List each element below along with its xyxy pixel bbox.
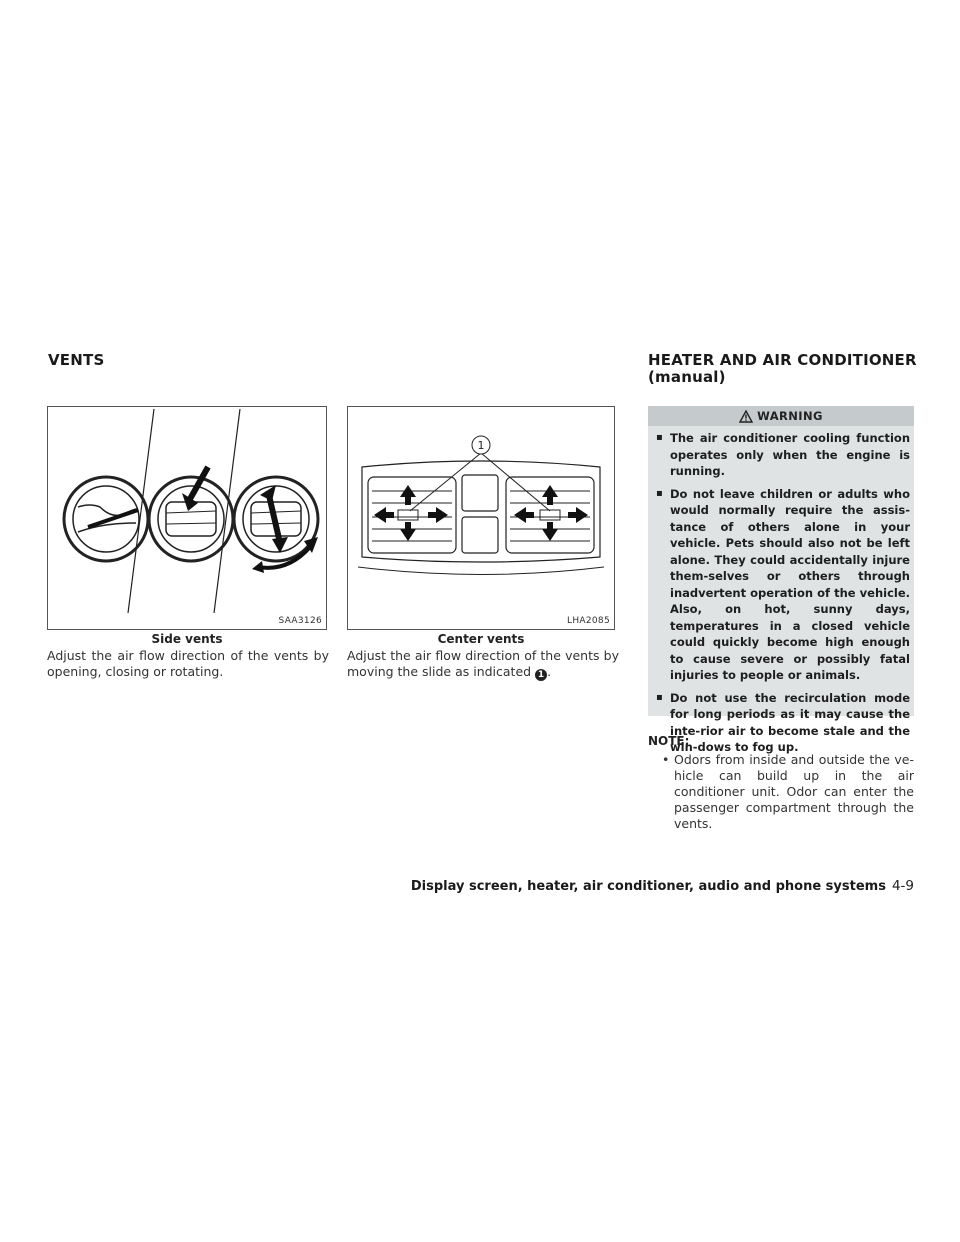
- warning-icon: [739, 410, 753, 423]
- callout-label: 1: [477, 439, 485, 452]
- chapter-title: Display screen, heater, air conditioner, audio and phone systems: [410, 879, 886, 894]
- warning-item: ▪ The air conditioner cooling function operates only when the engine is running.: [656, 430, 910, 480]
- note-title: NOTE:: [648, 734, 690, 748]
- hvac-section-title: [648, 352, 917, 386]
- side-vents-caption: Side vents: [151, 632, 223, 646]
- callout-1-marker: 1: [535, 669, 547, 681]
- warning-header: [648, 406, 914, 426]
- center-desc-text: Adjust the air flow direction of the vents by moving the slide as indicated: [347, 648, 619, 679]
- note-item: • Odors from inside and outside the ve-hicle can build up in the air conditioner unit. Odor can enter the passenger compartment through the vents.: [660, 752, 914, 832]
- center-vents-figure-code: LHA2085: [567, 616, 610, 626]
- warning-title: WARNING: [757, 409, 823, 423]
- center-desc-end: .: [547, 664, 552, 679]
- page-number: 4-9: [891, 878, 914, 894]
- vent-open-icon: [149, 467, 233, 561]
- center-vents-figure: [347, 406, 615, 630]
- vent-rotate-icon: [234, 477, 318, 573]
- note-list: [660, 752, 914, 832]
- vent-closed-icon: [64, 477, 148, 561]
- left-center-vent: [368, 477, 456, 553]
- warning-list: [648, 426, 914, 768]
- side-vents-figure: [47, 406, 327, 630]
- center-vents-illustration: [348, 407, 614, 629]
- side-vents-illustration: [48, 407, 326, 629]
- side-vents-figure-code: SAA3126: [278, 616, 322, 626]
- vents-section-title: VENTS: [48, 351, 105, 369]
- hvac-title-line2: (manual): [648, 368, 726, 386]
- hvac-title-line1: HEATER AND AIR CONDITIONER: [648, 351, 917, 369]
- right-center-vent: [506, 477, 594, 553]
- center-vents-caption: Center vents: [437, 632, 525, 646]
- warning-item: ▪ Do not use the recirculation mode for long periods as it may cause the inte-rior air to become stale and the win-dows to fog up.: [656, 690, 910, 756]
- warning-item: ▪ Do not leave children or adults who would normally require the assis-tance of others alone in your vehicle. Pets should also not be left alone. They could accidentally injure them-selves or others through inadvertent operation of the vehicle. Also, on hot, sunny days, temperatures in a closed vehicle could quickly become high enough to cause severe or possibly fatal injuries to people or animals.: [656, 486, 910, 684]
- page-footer: [411, 878, 914, 894]
- center-vents-description: [347, 648, 619, 681]
- side-vents-description: Adjust the air flow direction of the vents by opening, closing or rotating.: [47, 648, 329, 679]
